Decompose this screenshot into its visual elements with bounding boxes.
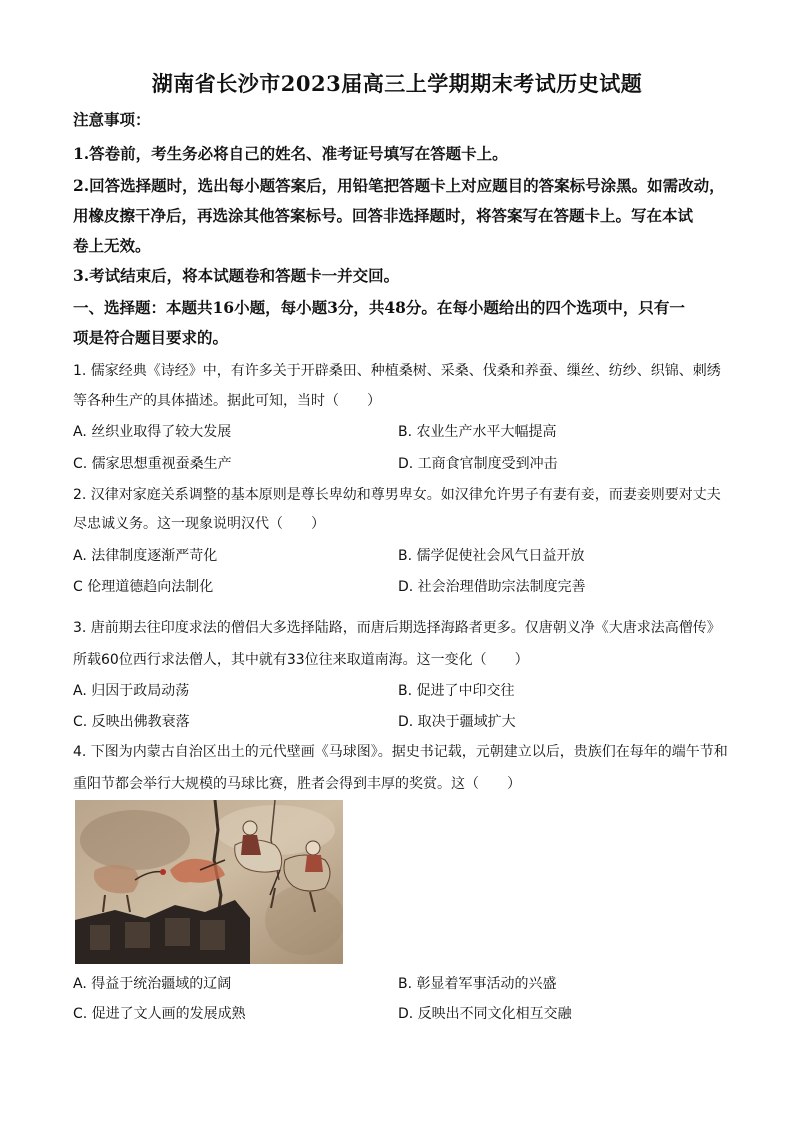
section-heading-line-2: 项是符合题目要求的。 <box>73 328 229 347</box>
notice-item-2-line-3: 卷上无效。 <box>73 236 151 255</box>
question-1-stem-line-1: 1. 儒家经典《诗经》中，有许多关于开辟桑田、种植桑树、采桑、伐桑和养蚕、缫丝、纺纱、织锦、刺绣 <box>73 363 721 379</box>
question-4-option-b: B. 彰显着军事活动的兴盛 <box>398 976 557 992</box>
notice-heading: 注意事项： <box>73 110 151 129</box>
question-3-stem-line-1: 3. 唐前期去往印度求法的僧侣大多选择陆路，而唐后期选择海路者更多。仅唐朝义净《大唐求法高僧传》 <box>73 620 721 636</box>
notice-item-2-line-1: 2.回答选择题时，选出每小题答案后，用铅笔把答题卡上对应题目的答案标号涂黑。如需改动， <box>73 176 725 195</box>
question-4-option-c: C. 促进了文人画的发展成熟 <box>73 1006 246 1022</box>
section-heading-line-1: 一、选择题：本题共16小题，每小题3分，共48分。在每小题给出的四个选项中，只有一 <box>73 298 685 317</box>
question-1-option-c: C. 儒家思想重视蚕桑生产 <box>73 456 232 472</box>
question-3-option-b: B. 促进了中印交往 <box>398 683 515 699</box>
page-title: 湖南省长沙市2023届高三上学期期末考试历史试题 <box>151 71 643 96</box>
question-3-option-d: D. 取决于疆域扩大 <box>398 714 516 730</box>
question-4-stem-line-1: 4. 下图为内蒙古自治区出土的元代壁画《马球图》。据史书记载，元朝建立以后，贵族们在每年的端午节和 <box>73 744 728 760</box>
question-3-option-c: C. 反映出佛教衰落 <box>73 714 190 730</box>
question-2-option-b: B. 儒学促使社会风气日益开放 <box>398 548 585 564</box>
question-2-option-c: C 伦理道德趋向法制化 <box>73 579 214 595</box>
question-2-stem-line-2: 尽忠诚义务。这一现象说明汉代（ ） <box>73 516 325 532</box>
notice-item-2-line-2: 用橡皮擦干净后，再选涂其他答案标号。回答非选择题时，将答案写在答题卡上。写在本试 <box>73 206 694 225</box>
notice-item-3: 3.考试结束后，将本试题卷和答题卡一并交回。 <box>73 266 400 285</box>
question-2-option-a: A. 法律制度逐渐严苛化 <box>73 548 218 564</box>
polo-mural-image <box>75 800 343 964</box>
question-4-option-d: D. 反映出不同文化相互交融 <box>398 1006 572 1022</box>
question-3-stem-line-2: 所载60位西行求法僧人，其中就有33位往来取道南海。这一变化（ ） <box>73 652 529 668</box>
question-4-stem-line-2: 重阳节都会举行大规模的马球比赛，胜者会得到丰厚的奖赏。这（ ） <box>73 776 521 792</box>
question-1-option-b: B. 农业生产水平大幅提高 <box>398 424 557 440</box>
question-1-option-d: D. 工商食官制度受到冲击 <box>398 456 558 472</box>
question-2-stem-line-1: 2. 汉律对家庭关系调整的基本原则是尊长卑幼和尊男卑女。如汉律允许男子有妻有妾，而妻妾则要对丈夫 <box>73 487 721 503</box>
question-3-option-a: A. 归因于政局动荡 <box>73 683 190 699</box>
question-1-option-a: A. 丝织业取得了较大发展 <box>73 424 232 440</box>
question-4-option-a: A. 得益于统治疆域的辽阔 <box>73 976 232 992</box>
question-1-stem-line-2: 等各种生产的具体描述。据此可知，当时（ ） <box>73 393 381 409</box>
notice-item-1: 1.答卷前，考生务必将自己的姓名、准考证号填写在答题卡上。 <box>73 144 508 163</box>
question-2-option-d: D. 社会治理借助宗法制度完善 <box>398 579 586 595</box>
